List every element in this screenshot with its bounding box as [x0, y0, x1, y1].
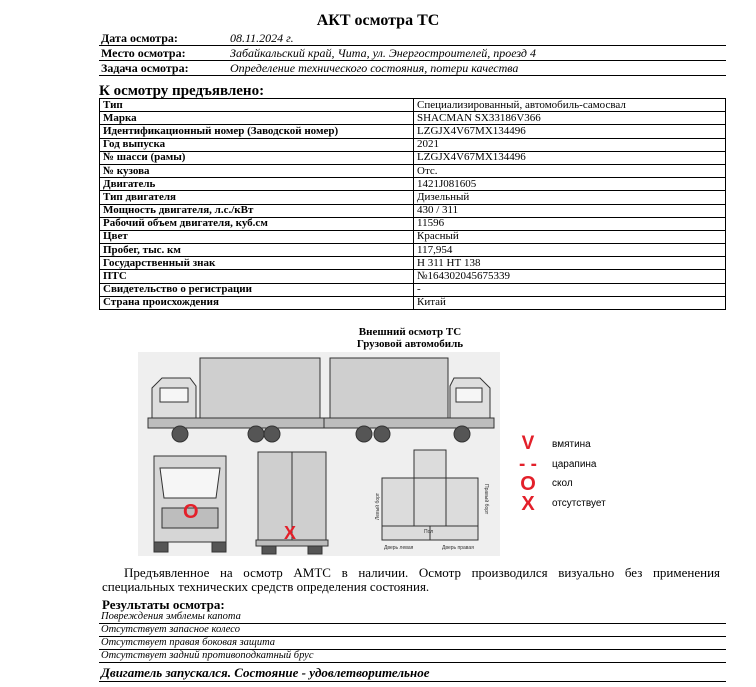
- meta-row-place: [99, 46, 726, 61]
- result-item: Отсутствует правая боковая защита: [99, 637, 726, 650]
- legend-scratch-label: царапина: [552, 459, 597, 470]
- inspection-title: [300, 326, 520, 350]
- spec-value: Дизельный: [414, 191, 726, 204]
- truck-side-view-right: [324, 358, 494, 442]
- spec-key: Цвет: [100, 230, 414, 243]
- legend-missing-symbol: Х: [521, 493, 535, 515]
- spec-value: 430 / 311: [414, 204, 726, 217]
- spec-key: Пробег, тыс. км: [100, 244, 414, 257]
- table-row: [100, 125, 726, 138]
- inspection-heading: Внешний осмотр ТС: [358, 326, 462, 338]
- spec-key: Государственный знак: [100, 257, 414, 270]
- spec-value: Красный: [414, 230, 726, 243]
- meta-row-date: [99, 31, 726, 46]
- table-row: [100, 164, 726, 177]
- damage-mark-front: О: [183, 501, 199, 523]
- table-row: [100, 178, 726, 191]
- meta-value: 08.11.2024 г.: [230, 31, 294, 45]
- document-title: АКТ осмотра ТС: [316, 12, 440, 29]
- meta-label: Задача осмотра:: [101, 61, 189, 75]
- spec-value: -: [414, 283, 726, 296]
- result-item: Повреждения эмблемы капота: [99, 611, 726, 624]
- table-row: [100, 244, 726, 257]
- panel-label-left-side: Левый борт: [375, 492, 381, 520]
- spec-value: 1421J081605: [414, 178, 726, 191]
- spec-value: Отс.: [414, 164, 726, 177]
- table-row: [100, 112, 726, 125]
- legend-chip-symbol: О: [520, 473, 536, 495]
- table-row: [100, 138, 726, 151]
- table-row: [100, 204, 726, 217]
- meta-label: Дата осмотра:: [101, 31, 178, 45]
- spec-key: Тип: [100, 99, 414, 112]
- spec-key: № кузова: [100, 164, 414, 177]
- table-row: [100, 296, 726, 309]
- spec-value: LZGJX4V67MX134496: [414, 125, 726, 138]
- table-row: [100, 283, 726, 296]
- spec-key: Двигатель: [100, 178, 414, 191]
- legend-dent-symbol: V: [521, 433, 535, 454]
- spec-value: Китай: [414, 296, 726, 309]
- spec-key: Мощность двигателя, л.с./кВт: [100, 204, 414, 217]
- presented-heading: К осмотру предъявлено:: [99, 83, 265, 99]
- spec-value: 11596: [414, 217, 726, 230]
- table-row: [100, 257, 726, 270]
- spec-value: №164302045675339: [414, 270, 726, 283]
- panel-label-right-side: Правый борт: [483, 484, 489, 515]
- meta-value: Забайкальский край, Чита, ул. Энергостроителей, проезд 4: [230, 46, 536, 60]
- panel-label-left-door: Дверь левая: [384, 545, 414, 551]
- spec-key: Рабочий объем двигателя, куб.см: [100, 217, 414, 230]
- spec-value: SHACMAN SX33186V366: [414, 112, 726, 125]
- spec-key: Свидетельство о регистрации: [100, 283, 414, 296]
- spec-table: [99, 98, 726, 310]
- truck-side-view-left: [148, 358, 328, 442]
- meta-label: Место осмотра:: [101, 46, 186, 60]
- legend-scratch-symbol: - -: [519, 454, 537, 475]
- result-item: Отсутствует запасное колесо: [99, 624, 726, 637]
- results-heading: Результаты осмотра:: [102, 597, 225, 612]
- spec-value: Н 311 НТ 138: [414, 257, 726, 270]
- spec-key: Марка: [100, 112, 414, 125]
- cargo-box-unfolded: [382, 450, 478, 540]
- meta-value: Определение технического состояния, потери качества: [230, 61, 519, 75]
- spec-value: 2021: [414, 138, 726, 151]
- legend-chip-label: скол: [552, 478, 573, 489]
- table-row: [100, 191, 726, 204]
- table-row: [100, 151, 726, 164]
- table-row: [100, 217, 726, 230]
- spec-key: № шасси (рамы): [100, 151, 414, 164]
- legend-dent-label: вмятина: [552, 439, 591, 450]
- inspection-subtitle: Грузовой автомобиль: [356, 338, 464, 350]
- table-row: [100, 99, 726, 112]
- spec-key: Год выпуска: [100, 138, 414, 151]
- panel-label-floor: Пол: [424, 529, 434, 535]
- legend-missing-label: отсутствует: [552, 498, 606, 509]
- spec-value: Специализированный, автомобиль-самосвал: [414, 99, 726, 112]
- panel-label-right-door: Дверь правая: [442, 545, 474, 551]
- table-row: [100, 270, 726, 283]
- spec-key: Идентификационный номер (Заводской номер): [100, 125, 414, 138]
- spec-key: ПТС: [100, 270, 414, 283]
- damage-mark-rear: Х: [284, 523, 297, 543]
- truck-diagram: [138, 352, 500, 556]
- meta-row-task: [99, 61, 726, 76]
- table-row: [100, 230, 726, 243]
- truck-diagram-drawing: [138, 352, 500, 556]
- spec-key: Страна происхождения: [100, 296, 414, 309]
- spec-key: Тип двигателя: [100, 191, 414, 204]
- spec-value: 117,954: [414, 244, 726, 257]
- result-conclusion: Двигатель запускался. Состояние - удовлетворительное: [99, 665, 726, 682]
- result-item: Отсутствует задний противоподкатный брус: [99, 650, 726, 663]
- inspection-note: Предъявленное на осмотр АМТС в наличии. Осмотр производился визуально без применения специальных технических средств определения состояния.: [102, 565, 720, 594]
- spec-value: LZGJX4V67MX134496: [414, 151, 726, 164]
